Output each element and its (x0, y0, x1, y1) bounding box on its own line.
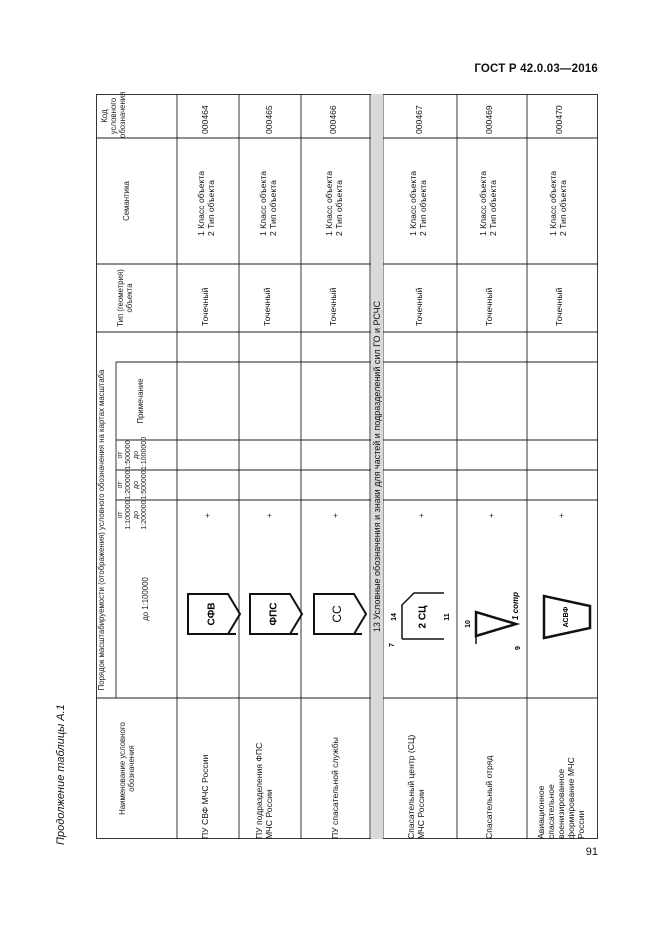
row3-code: 000466 (328, 105, 338, 134)
row2-geometry: Точечный (262, 287, 272, 326)
header-scale1: до 1:100000 (141, 577, 150, 621)
symbol-asvf-text: АСВФ (562, 606, 570, 628)
row4-name: Спасательный центр (СЦ) МЧС России (406, 734, 426, 839)
symbol-sc-text: 2 СЦ (417, 605, 429, 629)
row1-geometry: Точечный (200, 287, 210, 326)
row6-mark: + (556, 512, 566, 518)
symbol-so (465, 592, 522, 650)
row3-geometry: Точечный (328, 287, 338, 326)
header-semantics: Семантика (122, 181, 131, 221)
row4-sem2: 2 Тип объекта (418, 180, 428, 236)
row3-sem2: 2 Тип объекта (334, 180, 344, 236)
row5-mark: + (486, 512, 496, 518)
row1-sem1: 1 Класс объекта (196, 171, 206, 236)
row5-geometry: Точечный (484, 287, 494, 326)
header-scale2: от 1:100000 до 1:200000 (117, 500, 148, 530)
row2-name: ПУ подразделения ФПС МЧС России (254, 742, 274, 839)
table-caption: Продолжение таблицы А.1 (55, 704, 67, 845)
symbols-table (96, 91, 598, 839)
header-scale4: от 1:500000 до 1:1000000 (117, 436, 148, 470)
row1-mark: + (202, 512, 212, 518)
row6-sem2: 2 Тип объекта (558, 180, 568, 236)
symbol-so-dim-9: 9 (515, 646, 522, 650)
symbol-ss-text: СС (330, 605, 345, 623)
row5-name: Спасательный отряд (484, 755, 494, 839)
symbol-fps-text: ФПС (268, 602, 280, 626)
header-scale3: от 1:200000 до 1:500000 (117, 470, 148, 500)
row5-sem2: 2 Тип объекта (488, 180, 498, 236)
symbol-sc-dim-7: 7 (389, 643, 396, 647)
symbol-so-text: 1 сотр (511, 591, 520, 621)
row5-sem1: 1 Класс объекта (478, 171, 488, 236)
row2-sem2: 2 Тип объекта (268, 180, 278, 236)
symbol-sc-dim-11: 11 (444, 613, 451, 621)
symbol-ss (314, 594, 366, 634)
symbol-fps (250, 594, 302, 634)
row3-name: ПУ спасательной службы (330, 737, 340, 839)
header-note: Примечание (136, 378, 145, 424)
symbol-asvf (544, 596, 590, 638)
row4-sem1: 1 Класс объекта (408, 171, 418, 236)
symbol-sfv-text: СФВ (206, 602, 218, 626)
row2-code: 000465 (264, 105, 274, 134)
row3-mark: + (330, 512, 340, 518)
row2-mark: + (264, 512, 274, 518)
row4-geometry: Точечный (414, 287, 424, 326)
symbol-sc (389, 593, 451, 647)
row1-sem2: 2 Тип объекта (206, 180, 216, 236)
header-scale-group: Порядок масштабируемости (отображения) условного обозначения на картах масштаба (97, 369, 106, 691)
section-title: 13 Условные обозначения и знаки для частей и подразделений сил ГО и РСЧС (372, 300, 382, 633)
row6-name: Авиационное спасательное военизированное формирование МЧС России (536, 757, 586, 839)
header-name: Наименование условного обозначения (118, 722, 137, 815)
row1-name: ПУ СВФ МЧС России (200, 754, 210, 839)
symbol-sfv (188, 594, 240, 634)
symbol-sc-dim-14: 14 (391, 613, 398, 621)
row4-mark: + (416, 512, 426, 518)
header-geometry: Тип (геометрия) объекта (116, 269, 135, 327)
symbol-so-dim-10: 10 (465, 620, 472, 628)
header-code: Код условного обозначения (100, 91, 128, 138)
row4-code: 000467 (414, 105, 424, 134)
standard-number: ГОСТ Р 42.0.03—2016 (474, 63, 598, 75)
row6-code: 000470 (554, 105, 564, 134)
row6-geometry: Точечный (554, 287, 564, 326)
page-number: 91 (585, 846, 598, 858)
row1-code: 000464 (200, 105, 210, 134)
row2-sem1: 1 Класс объекта (258, 171, 268, 236)
row3-sem1: 1 Класс объекта (324, 171, 334, 236)
row5-code: 000469 (484, 105, 494, 134)
row6-sem1: 1 Класс объекта (548, 171, 558, 236)
symbol-layer (96, 91, 598, 839)
